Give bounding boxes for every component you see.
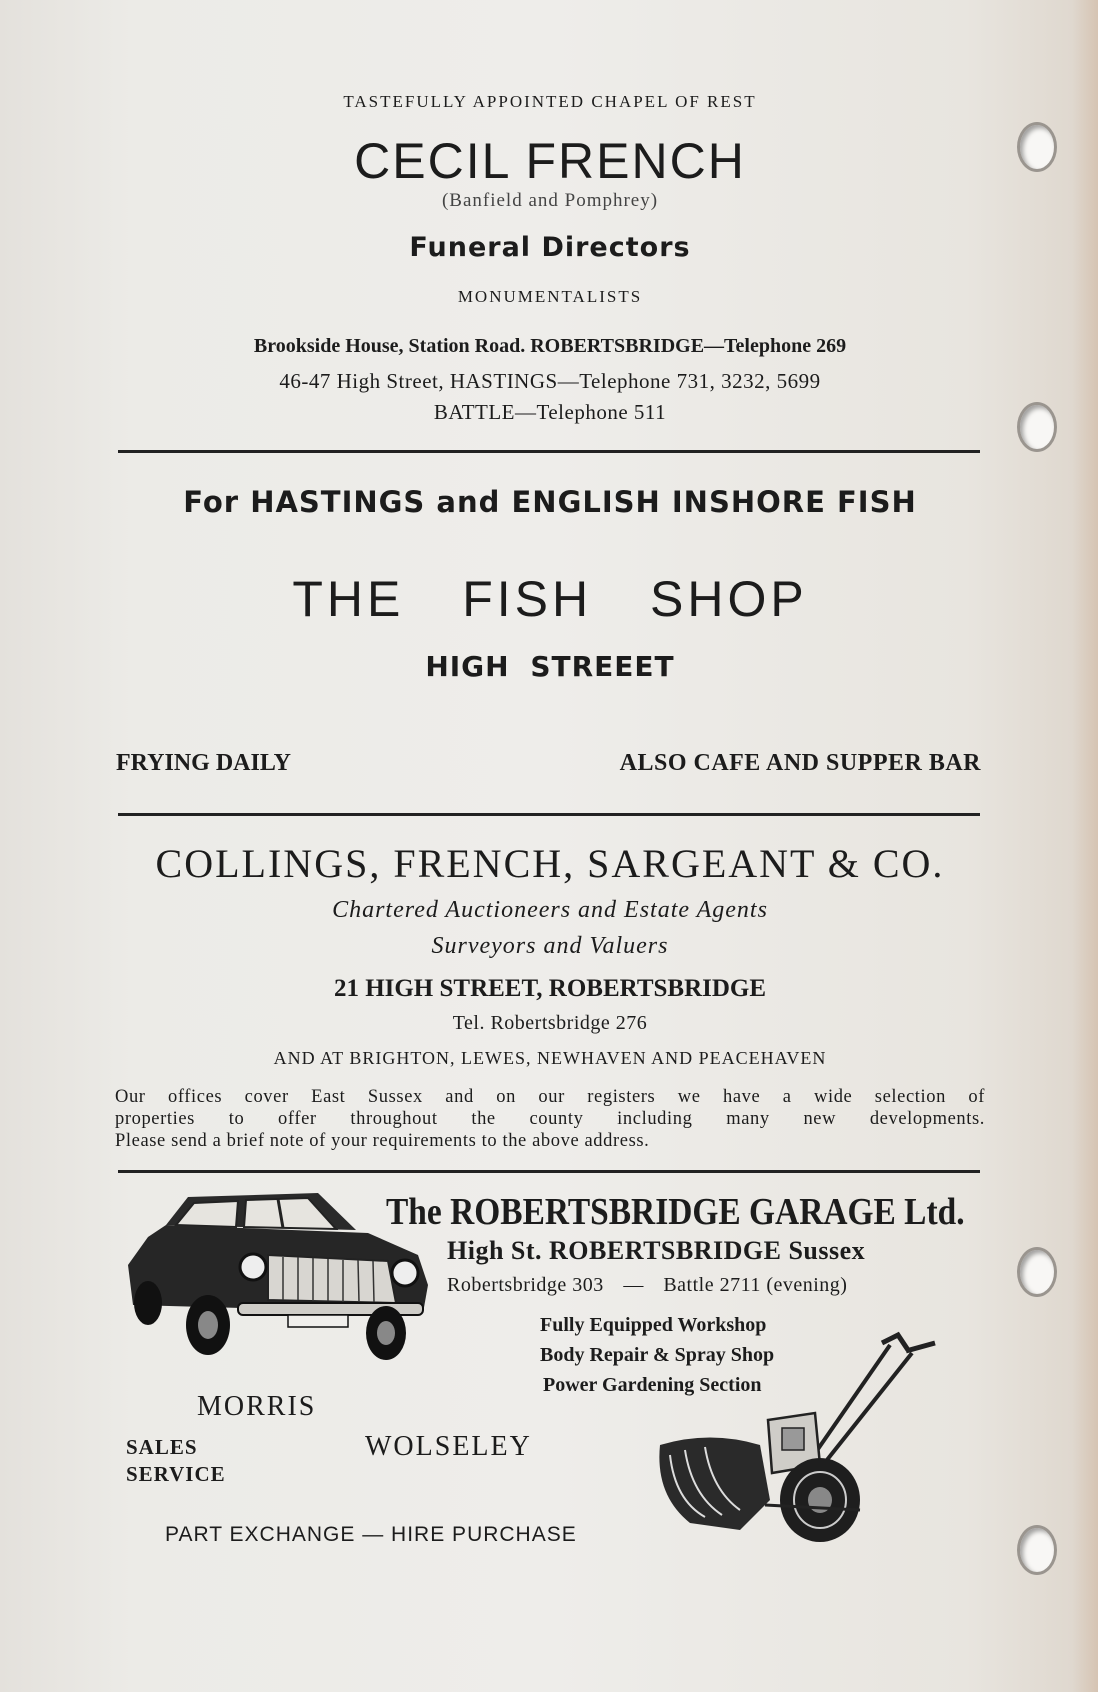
garage-phones bbox=[447, 1274, 847, 1297]
page-edge-stain bbox=[1072, 0, 1098, 1692]
collings-name: COLLINGS, FRENCH, SARGEANT & CO. bbox=[155, 841, 945, 886]
cecil-formerly: (Banfield and Pomphrey) bbox=[441, 190, 659, 211]
collings-blurb-3: Please send a brief note of your requirements to the above address. bbox=[115, 1131, 650, 1151]
lawnmower-illustration bbox=[650, 1325, 950, 1555]
garage-sales: SALES bbox=[126, 1435, 198, 1459]
garage-phone-1: Robertsbridge 303 bbox=[447, 1274, 604, 1296]
fish-cafe-note: ALSO CAFE AND SUPPER BAR bbox=[619, 750, 981, 776]
collings-line-2: Surveyors and Valuers bbox=[431, 933, 669, 959]
cecil-service: Funeral Directors bbox=[409, 232, 691, 263]
collings-address: 21 HIGH STREET, ROBERTSBRIDGE bbox=[333, 975, 767, 1002]
collings-branches: AND AT BRIGHTON, LEWES, NEWHAVEN AND PEACEHAVEN bbox=[273, 1048, 827, 1068]
fish-frying-daily: FRYING DAILY bbox=[116, 750, 291, 776]
binder-hole bbox=[1017, 1247, 1057, 1297]
cecil-name: CECIL FRENCH bbox=[354, 133, 746, 189]
collings-blurb-2: properties to offer throughout the county including many new developments. bbox=[115, 1109, 985, 1129]
fish-strapline: For HASTINGS and ENGLISH INSHORE FISH bbox=[183, 485, 917, 519]
garage-phone-separator: — bbox=[623, 1274, 644, 1296]
binder-hole bbox=[1017, 402, 1057, 452]
collings-blurb-1: Our offices cover East Sussex and on our registers we have a wide selection of bbox=[115, 1087, 985, 1107]
binder-hole bbox=[1017, 122, 1057, 172]
binder-hole bbox=[1017, 1525, 1057, 1575]
cecil-tagline: TASTEFULLY APPOINTED CHAPEL OF REST bbox=[343, 92, 757, 111]
cecil-address-1: Brookside House, Station Road. ROBERTSBRIDGE—Telephone 269 bbox=[253, 335, 847, 357]
fish-shop-name: THE FISH SHOP bbox=[292, 571, 808, 627]
garage-service-3: Power Gardening Section bbox=[543, 1374, 762, 1396]
cecil-address-3: BATTLE—Telephone 511 bbox=[433, 400, 667, 424]
divider-rule bbox=[118, 813, 980, 816]
brand-morris: MORRIS bbox=[197, 1391, 317, 1422]
cecil-address-2: 46-47 High Street, HASTINGS—Telephone 731, 3232, 5699 bbox=[279, 369, 821, 393]
garage-phone-2: Battle 2711 (evening) bbox=[663, 1274, 848, 1296]
fish-location: HIGH STREEET bbox=[425, 650, 675, 683]
garage-service-label: SERVICE bbox=[126, 1462, 226, 1486]
cecil-also: MONUMENTALISTS bbox=[457, 287, 643, 306]
garage-name: The ROBERTSBRIDGE GARAGE Ltd. bbox=[386, 1191, 965, 1233]
divider-rule bbox=[118, 1170, 980, 1173]
garage-service-1: Fully Equipped Workshop bbox=[540, 1314, 767, 1336]
garage-footer: PART EXCHANGE — HIRE PURCHASE bbox=[165, 1523, 577, 1546]
collings-tel: Tel. Robertsbridge 276 bbox=[452, 1012, 648, 1034]
divider-rule bbox=[118, 450, 980, 453]
garage-address: High St. ROBERTSBRIDGE Sussex bbox=[447, 1236, 866, 1265]
brand-wolseley: WOLSELEY bbox=[365, 1431, 532, 1462]
garage-service-2: Body Repair & Spray Shop bbox=[540, 1344, 775, 1366]
collings-line-1: Chartered Auctioneers and Estate Agents bbox=[332, 897, 768, 923]
